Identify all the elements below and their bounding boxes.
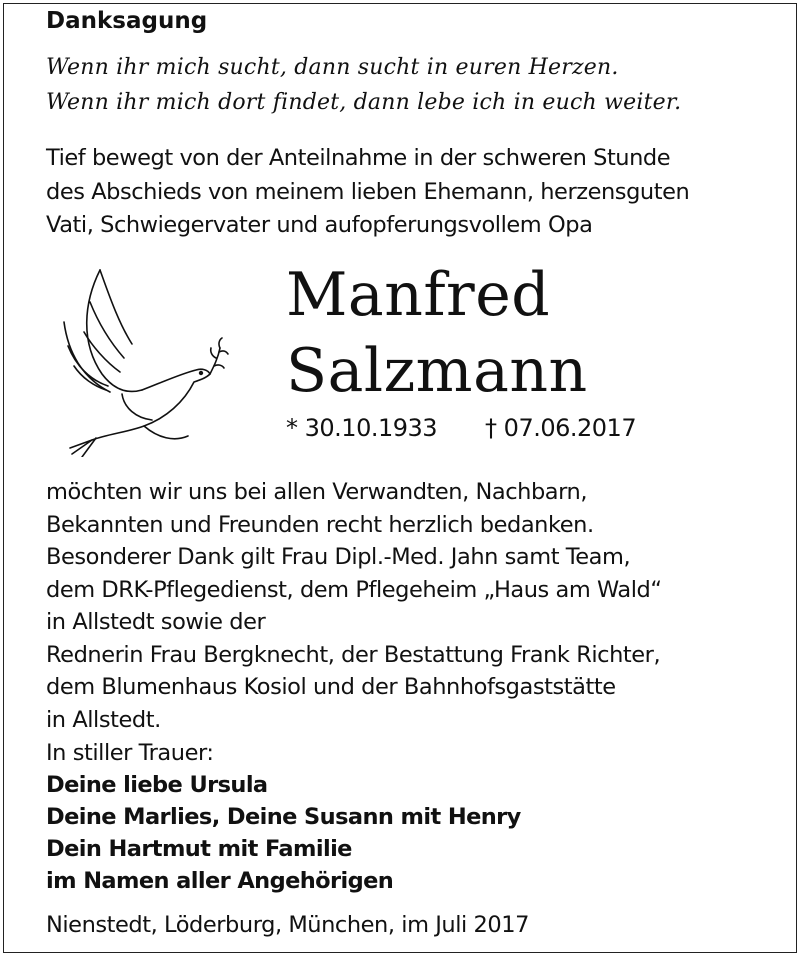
thanks-line: Rednerin Frau Bergknecht, der Bestattung Frank Richter,	[46, 641, 661, 668]
thanks-line: dem Blumenhaus Kosiol und der Bahnhofsgaststätte	[46, 674, 616, 700]
thanks-line: Besonderer Dank gilt Frau Dipl.-Med. Jahn samt Team,	[46, 544, 631, 570]
thanks-line: dem DRK-Pflegedienst, dem Pflegeheim „Haus am Wald“	[46, 576, 662, 603]
deceased-first-name: Manfred	[286, 260, 551, 330]
mourner-line: Deine Marlies, Deine Susann mit Henry	[46, 804, 521, 830]
thanks-line: möchten wir uns bei allen Verwandten, Nachbarn,	[46, 479, 588, 505]
quote	[46, 50, 681, 120]
quote-line: Wenn ihr mich sucht, dann sucht in euren Herzen.	[46, 55, 619, 80]
quote-line: Wenn ihr mich dort findet, dann lebe ich in euch weiter.	[46, 90, 682, 115]
death-date: † 07.06.2017	[485, 414, 637, 442]
birth-date: * 30.10.1933	[286, 414, 438, 442]
deceased-last-name: Salzmann	[286, 336, 588, 406]
mourner-line: im Namen aller Angehörigen	[46, 868, 394, 894]
thanks-line: in Allstedt sowie der	[46, 609, 266, 635]
intro-text	[46, 142, 689, 243]
thanks-line: in Allstedt.	[46, 706, 161, 733]
place-and-date: Nienstedt, Löderburg, München, im Juli 2017	[46, 912, 529, 938]
notice-heading: Danksagung	[46, 8, 208, 34]
dove-with-olive-branch-icon	[62, 262, 242, 457]
intro-line: des Abschieds von meinem lieben Ehemann, herzensguten	[46, 178, 690, 205]
intro-line: Tief bewegt von der Anteilnahme in der schweren Stunde	[46, 145, 671, 171]
mourner-line: Deine liebe Ursula	[46, 772, 268, 798]
thanks-text	[46, 476, 662, 736]
thanks-line: Bekannten und Freunden recht herzlich bedanken.	[46, 511, 594, 538]
sign-intro: In stiller Trauer:	[46, 740, 214, 766]
deceased-name	[286, 257, 588, 409]
mourner-line: Dein Hartmut mit Familie	[46, 836, 352, 862]
signature-block	[46, 737, 521, 897]
intro-line: Vati, Schwiegervater und aufopferungsvollem Opa	[46, 212, 593, 238]
life-dates	[286, 414, 636, 442]
